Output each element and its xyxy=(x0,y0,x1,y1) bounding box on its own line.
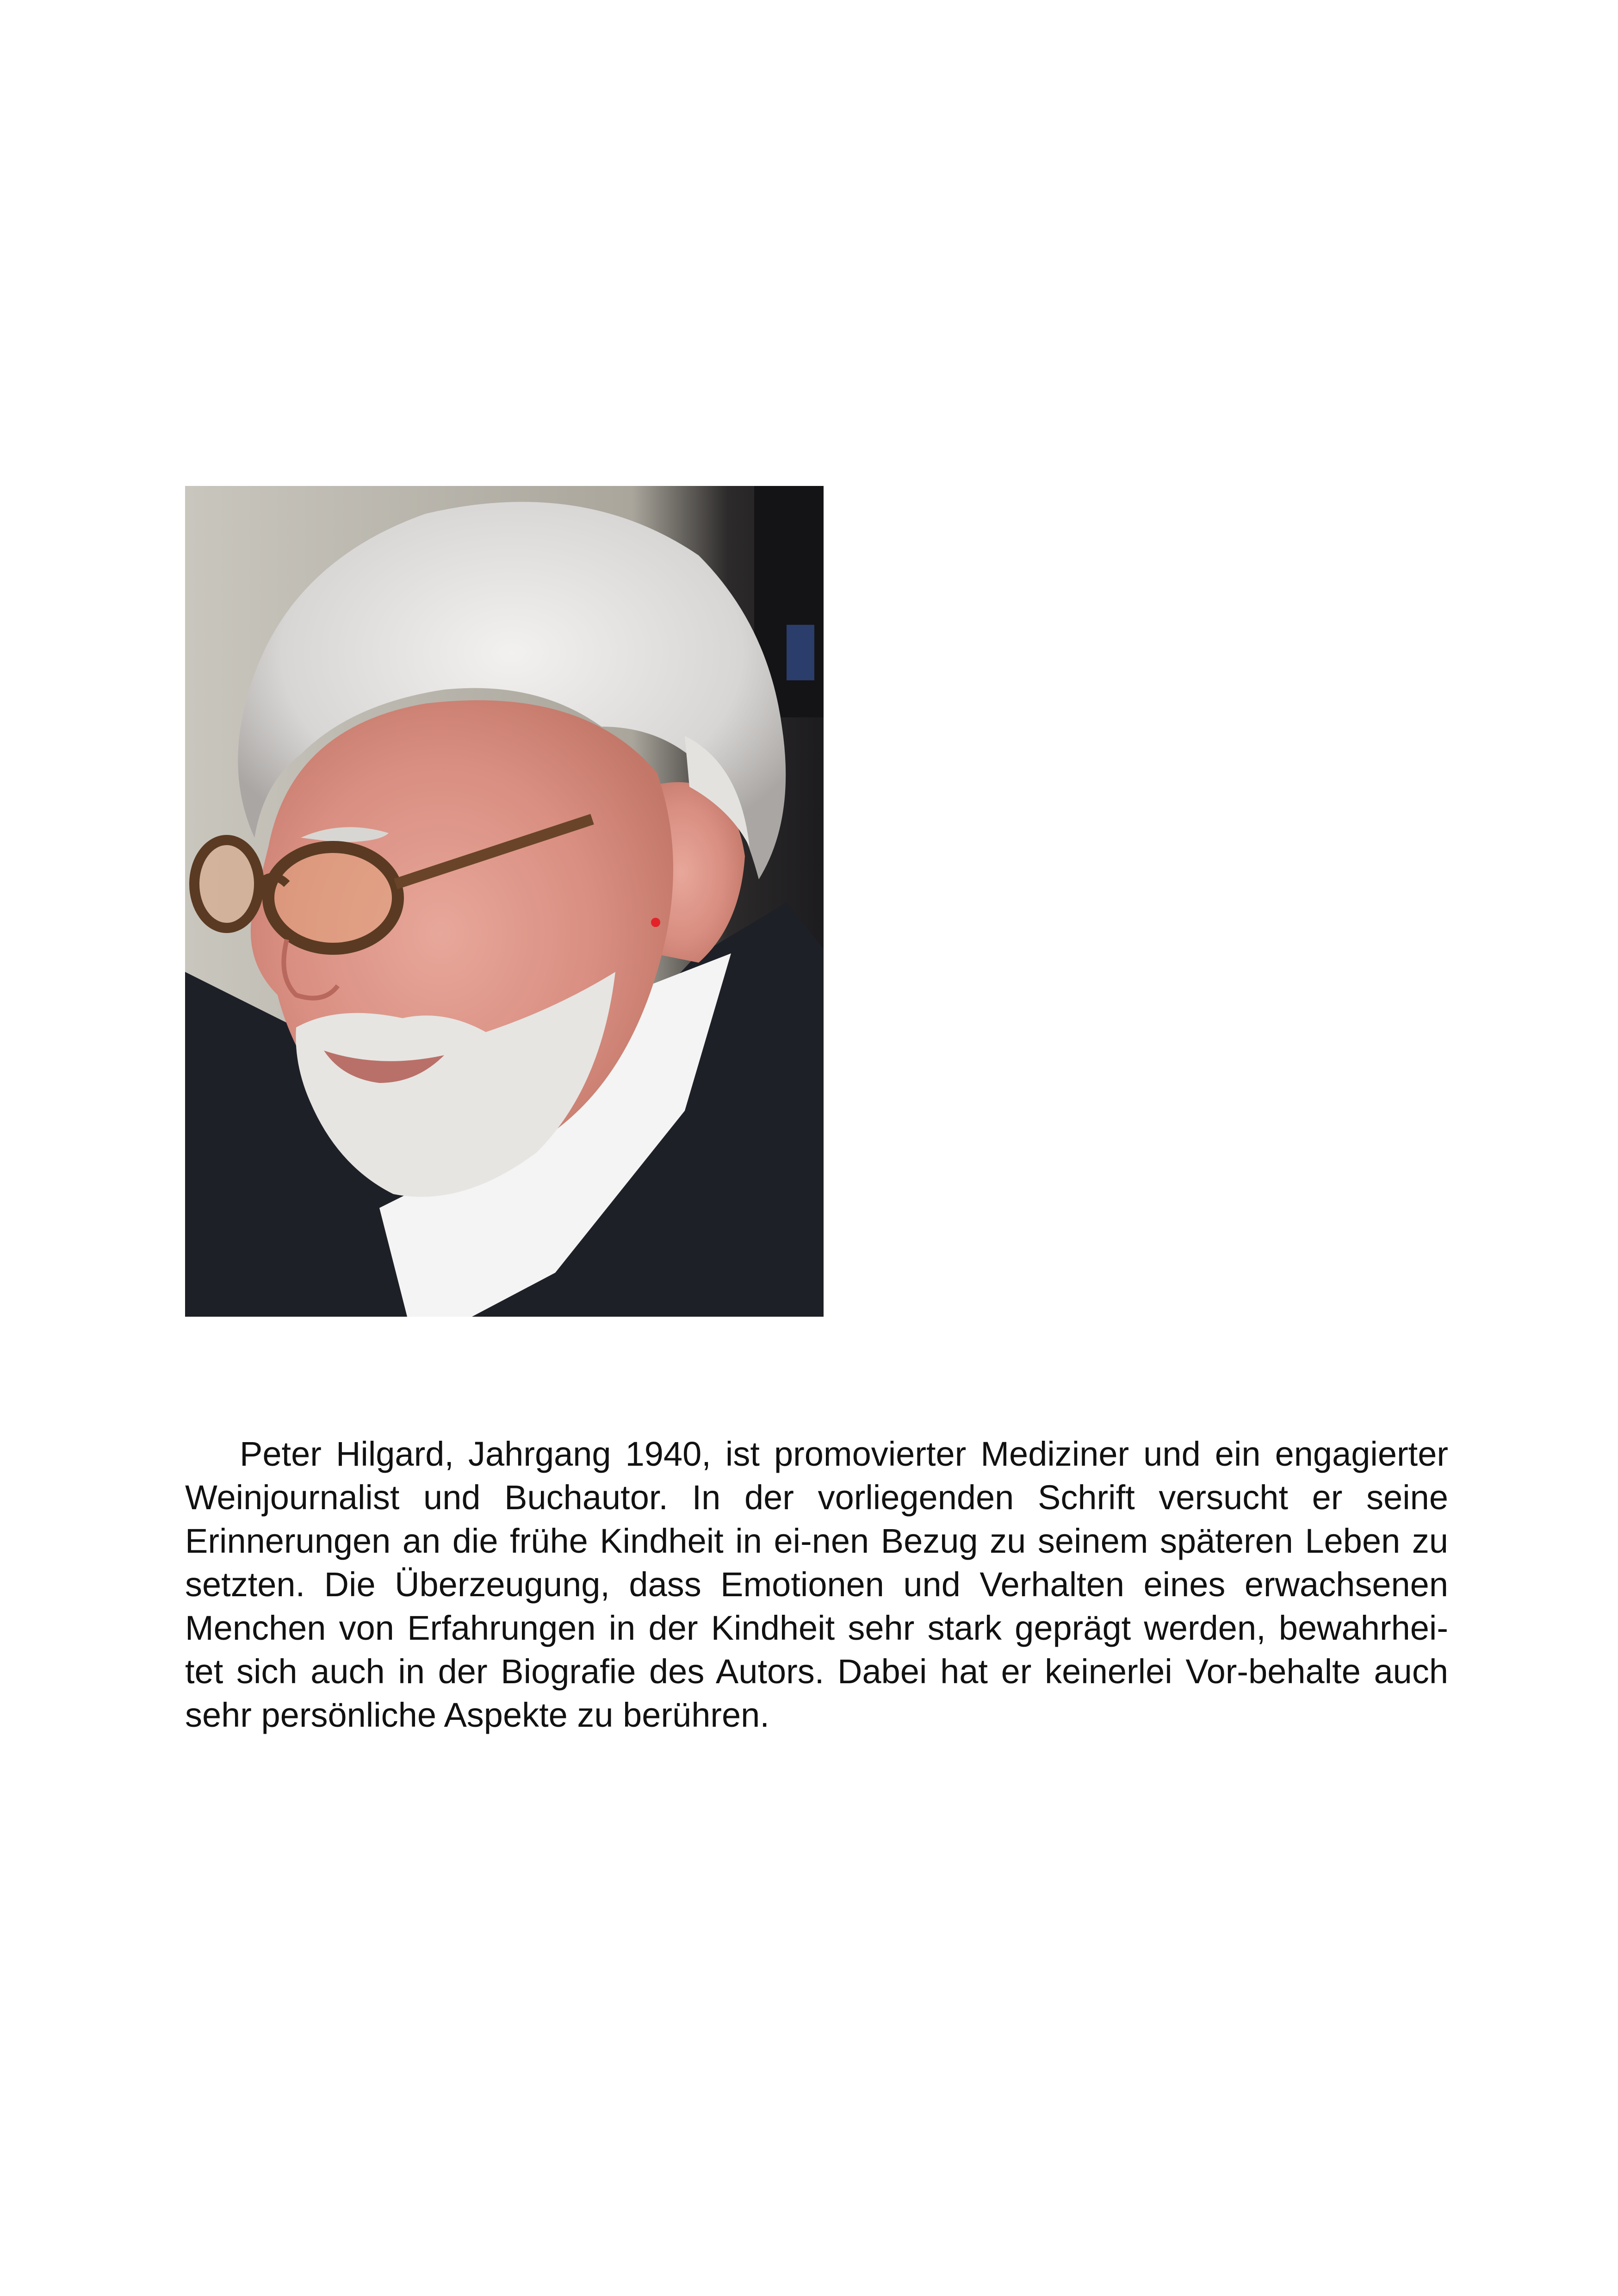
author-bio-paragraph: Peter Hilgard, Jahrgang 1940, ist promovierter Mediziner und ein engagierter Weinjournalist und Buchautor. In der vorliegenden Schrift versucht er seine Erinnerungen an die frühe Kindheit in ei-nen Bezug zu seinem späteren Leben zu setzten. Die Überzeugung, dass Emotionen und Verhalten eines erwachsenen Menchen von Erfahrungen in der Kindheit sehr stark geprägt werden, bewahrhei-tet sich auch in der Biografie des Autors. Dabei hat er keinerlei Vor-behalte auch sehr persönliche Aspekte zu berühren. xyxy=(185,1435,1448,1734)
author-portrait-photo xyxy=(185,486,824,1317)
